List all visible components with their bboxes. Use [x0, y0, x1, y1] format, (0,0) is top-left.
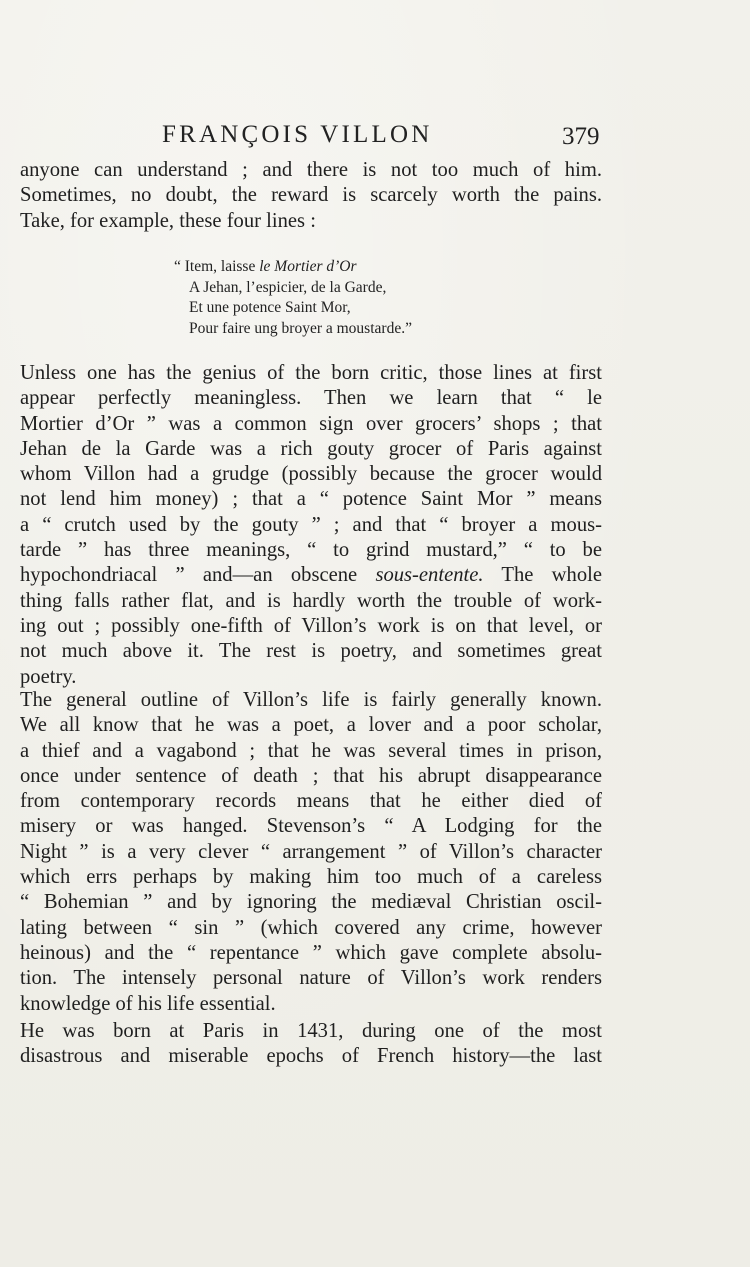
verse-quotation [174, 257, 412, 339]
text-line: appear perfectly meaningless. Then we learn that “ le [20, 387, 602, 410]
text-line: once under sentence of death ; that his abrupt disappearance [20, 764, 602, 787]
text-line: which errs perhaps by making him too much of a careless [20, 866, 602, 889]
text-line: “ Bohemian ” and by ignoring the mediæval Christian oscil- [20, 891, 602, 914]
italic-phrase: sous-entente. [375, 564, 484, 587]
text-line: Sometimes, no doubt, the reward is scarcely worth the pains. [20, 184, 602, 207]
running-title: FRANÇOIS VILLON [162, 121, 433, 148]
text-line: Jehan de la Garde was a rich gouty grocer of Paris against [20, 437, 602, 460]
text-line: Unless one has the genius of the born critic, those lines at first [20, 362, 602, 384]
text-line: disastrous and miserable epochs of French history—the last [20, 1045, 602, 1068]
text-segment: The whole [483, 564, 602, 587]
text-line: not lend him money) ; that a “ potence Saint Mor ” means [20, 488, 602, 511]
text-line: We all know that he was a poet, a lover and a poor scholar, [20, 714, 602, 737]
text-line: The general outline of Villon’s life is fairly generally known. [20, 689, 602, 711]
text-line: a thief and a vagabond ; that he was several times in prison, [20, 739, 602, 762]
text-line: Take, for example, these four lines : [20, 209, 316, 232]
text-line: tion. The intensely personal nature of Villon’s work renders [20, 967, 602, 990]
paragraph-3 [20, 688, 602, 1017]
text-line: Night ” is a very clever “ arrangement ” of Villon’s character [20, 840, 602, 863]
text-line: heinous) and the “ repentance ” which gave complete absolu- [20, 941, 602, 964]
text-line: poetry. [20, 665, 77, 688]
text-segment: hypochondriacal ” and—an obscene [20, 564, 376, 587]
paragraph-4 [20, 1019, 602, 1070]
verse-line: A Jehan, l’espicier, de la Garde, [189, 278, 387, 296]
verse-line: Pour faire ung broyer a moustarde.” [189, 319, 412, 337]
text-line: tarde ” has three meanings, “ to grind mustard,” “ to be [20, 539, 602, 562]
verse-line: Et une potence Saint Mor, [189, 299, 351, 316]
verse-line-1-text: “ Item, laisse [174, 258, 260, 275]
text-line: Mortier d’Or ” was a common sign over grocers’ shops ; that [20, 412, 602, 435]
text-line: anyone can understand ; and there is not too much of him. [20, 159, 602, 181]
text-line: He was born at Paris in 1431, during one of the most [20, 1020, 602, 1042]
paragraph-2 [20, 361, 602, 690]
paragraph-1 [20, 158, 602, 234]
text-line: whom Villon had a grudge (possibly because the grocer would [20, 463, 602, 486]
verse-line [174, 257, 412, 278]
page-number: 379 [562, 123, 600, 150]
text-line: lating between “ sin ” (which covered any crime, however [20, 916, 602, 939]
text-line [20, 563, 602, 588]
text-line: knowledge of his life essential. [20, 992, 276, 1015]
text-line: a “ crutch used by the gouty ” ; and that “ broyer a mous- [20, 513, 602, 536]
running-head [0, 121, 750, 151]
text-line: not much above it. The rest is poetry, and sometimes great [20, 640, 602, 663]
text-line: from contemporary records means that he either died of [20, 790, 602, 813]
text-line: misery or was hanged. Stevenson’s “ A Lodging for the [20, 815, 602, 838]
verse-line-1-italic: le Mortier d’Or [259, 258, 357, 275]
text-line: thing falls rather flat, and is hardly worth the trouble of work- [20, 589, 602, 612]
text-line: ing out ; possibly one-fifth of Villon’s work is on that level, or [20, 614, 602, 637]
